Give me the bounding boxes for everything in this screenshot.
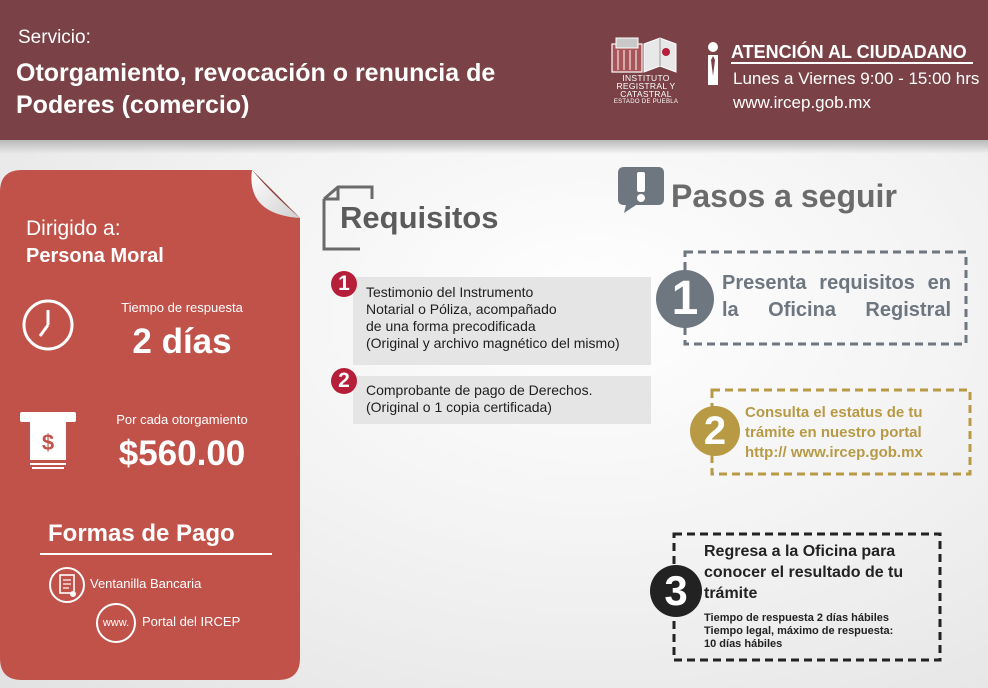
step-1-number: 1: [656, 270, 714, 328]
step-2-link[interactable]: http:// www.ircep.gob.mx: [745, 444, 923, 461]
step-2-number: 2: [690, 406, 740, 456]
payment-divider: [40, 553, 272, 555]
requirement-text-1: Testimonio del Instrumento Notarial o Póliza, acompañado de una forma precodificada (Original y archivo magnético del mismo): [366, 284, 620, 351]
step-1-text: Presenta requisitos en la Oficina Registral: [722, 272, 951, 321]
step-3-text: Regresa a la Oficina para conocer el resultado de tu trámite: [704, 543, 904, 602]
payment-bank-label: Ventanilla Bancaria: [90, 576, 202, 591]
atm-money-icon: [18, 408, 78, 472]
alert-icon: [616, 163, 666, 215]
ircep-logo-text: INSTITUTO REGISTRAL Y CATASTRAL ESTADO DE PUEBLA: [613, 73, 679, 105]
pasos-title: Pasos a seguir: [671, 178, 897, 214]
step-3-number: 3: [650, 565, 702, 617]
service-title: Otorgamiento, revocación o renuncia de Poderes (comercio): [16, 59, 496, 119]
step-3-notes: Tiempo de respuesta 2 días hábiles Tiempo legal, máximo de respuesta: 10 días hábiles: [704, 612, 894, 650]
svg-text:$: $: [41, 430, 55, 455]
requirement-text-2: Comprobante de pago de Derechos. (Original o 1 copia certificada): [366, 382, 593, 415]
info-person-icon: [704, 42, 722, 88]
payment-methods-title: Formas de Pago: [48, 520, 235, 547]
attention-divider: [731, 62, 973, 64]
requirement-number-1: 1: [331, 271, 357, 297]
requisitos-title: Requisitos: [340, 200, 499, 235]
www-icon: www.: [96, 603, 136, 643]
step-2-text: Consulta el estatus de tu trámite en nuestro portal http:// www.ircep.gob.mx: [745, 403, 953, 463]
attention-hours: Lunes a Viernes 9:00 - 15:00 hrs: [733, 69, 980, 88]
cost-value: $560.00: [118, 434, 246, 473]
attention-website[interactable]: www.ircep.gob.mx: [733, 93, 871, 112]
dirigido-value: Persona Moral: [26, 245, 164, 267]
bank-document-icon: [48, 566, 86, 604]
response-time-value: 2 días: [132, 322, 232, 361]
cost-label: Por cada otorgamiento: [116, 412, 248, 427]
header-banner: [0, 0, 988, 140]
clock-icon: [21, 298, 75, 352]
attention-title: ATENCIÓN AL CIUDADANO: [731, 42, 967, 62]
dirigido-label: Dirigido a:: [26, 217, 121, 240]
response-time-label: Tiempo de respuesta: [121, 300, 243, 315]
requirement-number-2: 2: [331, 368, 357, 394]
payment-portal-label[interactable]: Portal del IRCEP: [142, 614, 241, 629]
service-label: Servicio:: [18, 27, 91, 48]
